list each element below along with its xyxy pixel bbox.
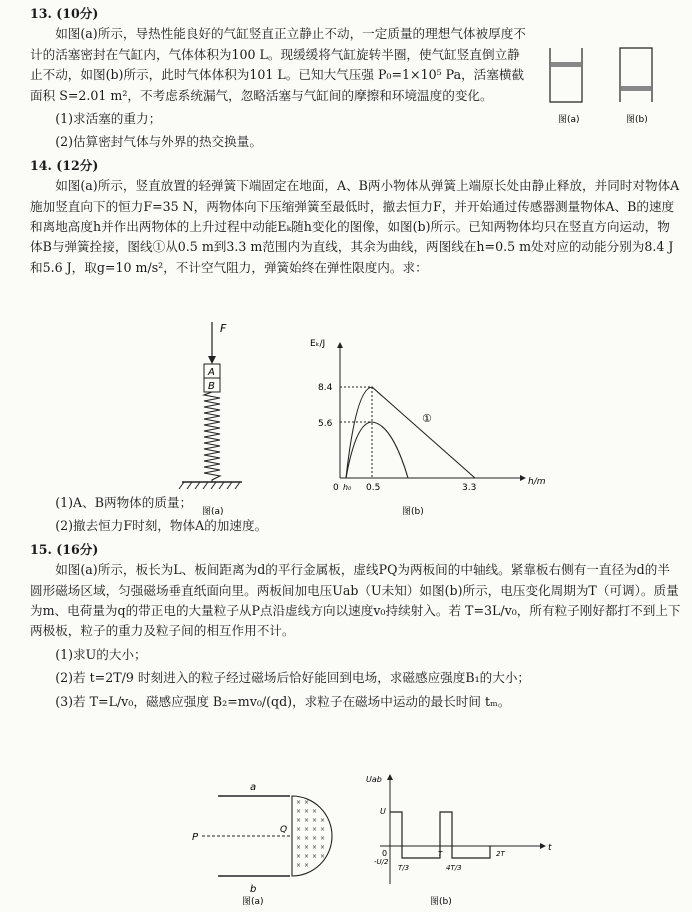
ut-tick-t3: T/3 <box>398 864 410 872</box>
field-crosses <box>296 799 325 869</box>
force-arrow-head <box>208 356 216 364</box>
point-p-label: P <box>192 832 199 843</box>
field-cross: × <box>296 835 302 842</box>
force-label: F <box>220 322 227 335</box>
field-cross: × <box>304 808 310 815</box>
q15-diagrams <box>190 772 560 906</box>
field-cross: × <box>304 817 310 824</box>
graph-origin: 0 <box>333 483 339 493</box>
ut-tick-4t3: 4T/3 <box>446 864 462 872</box>
block-b-label: B <box>208 381 215 392</box>
field-cross: × <box>304 853 310 860</box>
question-14-part-2: (2)撤去恒力F时刻，物体A的加速度。 <box>55 518 268 534</box>
field-cross: × <box>304 799 310 806</box>
field-cross: × <box>320 853 326 860</box>
ut-y-arrow <box>387 774 393 780</box>
field-cross: × <box>296 853 302 860</box>
q13-figures <box>540 40 680 138</box>
piston-a <box>551 62 581 67</box>
question-14-part-1: (1)A、B两物体的质量； <box>55 495 193 511</box>
field-cross: × <box>304 835 310 842</box>
field-cross: × <box>320 817 326 824</box>
field-cross: × <box>312 844 318 851</box>
field-cross: × <box>312 835 318 842</box>
q15-caption-a: 图(a) <box>242 897 264 906</box>
graph-x-arrow <box>520 475 526 481</box>
question-15-part-3: (3)若 T=L/v₀，磁感应强度 B₂=mv₀/(qd)，求粒子在磁场中运动的最长时间 tₘ。 <box>55 693 511 709</box>
plate-b-label: b <box>250 884 257 895</box>
field-cross: × <box>312 853 318 860</box>
question-14-body: 如图(a)所示，竖直放置的轻弹簧下端固定在地面，A、B两小物体从弹簧上端原长处由静止释放，并同时对物体A施加竖直向下的恒力F=35 N，两物体向下压缩弹簧至最低时，撤去恒力F，并开始通过传感器测量物体A、B的速度和离地高度h并作出两物体的上升过程中动能Eₖ随h变化的图像，如图(b)所示。已知两物体均只在竖直方向运动，物体B与弹簧拴接，图线①从0.5 m到3.3 m范围内为直线，其余为曲线，两图线在h=0.5 m处对应的动能分别为8.4 J和5.6 J，取g=10 m/s²，不计空气阻力，弹簧始终在弹性限度内。求： <box>30 178 680 275</box>
field-cross: × <box>312 826 318 833</box>
field-cross: × <box>312 817 318 824</box>
graph-curve-1-label: ① <box>422 412 432 425</box>
graph-curve-1 <box>346 387 475 478</box>
field-cross: × <box>296 799 302 806</box>
q15-caption-b: 图(b) <box>430 897 452 906</box>
q13-cylinder-diagrams <box>540 40 680 132</box>
field-cross: × <box>296 826 302 833</box>
question-15-part-1: (1)求U的大小； <box>55 646 147 662</box>
ut-x-arrow <box>540 843 546 849</box>
question-15-part-2: (2)若 t=2T/9 时刻进入的粒子经过磁场后恰好能回到电场，求磁感应强度B₁的大小； <box>55 670 531 686</box>
question-13-heading: 13. (10分) <box>30 6 99 21</box>
cylinder-a-body <box>550 48 582 102</box>
ut-x-label: t <box>548 843 552 853</box>
graph-tick-8-4: 8.4 <box>318 383 333 393</box>
field-cross: × <box>296 862 302 869</box>
field-cross: × <box>304 826 310 833</box>
spring <box>204 392 220 482</box>
field-cross: × <box>304 862 310 869</box>
question-13-body: 如图(a)所示，导热性能良好的气缸竖直正立静止不动，一定质量的理想气体被厚度不计的活塞密封在气缸内，气体体积为100 L。现缓缓将气缸旋转半圈，使气缸竖直倒立静止不动，如图(b)所示，此时气体体积为101 L。已知大气压强 P₀=1×10⁵ Pa，活塞横截面积 S=2.01 m²，不考虑系统漏气，忽略活塞与气缸间的摩擦和环境温度的变化。 <box>30 26 526 103</box>
point-q-label: Q <box>280 825 288 835</box>
field-cross: × <box>296 808 302 815</box>
graph-tick-3-3: 3.3 <box>462 483 477 493</box>
graph-curve-2 <box>346 422 408 478</box>
graph-tick-5-6: 5.6 <box>318 419 333 429</box>
field-cross: × <box>296 817 302 824</box>
ut-neg-u-label: -U/2 <box>374 858 389 866</box>
question-15 <box>30 540 682 712</box>
question-15-body: 如图(a)所示，板长为L、板间距离为d的平行金属板，虚线PQ为两板间的中轴线。紧靠板右侧有一直径为d的半圆形磁场区域，匀强磁场垂直纸面向里。两板间加电压Uab（U未知）如图(b)所示，电压变化周期为T（可调）。质量为m、电荷量为q的带正电的大量粒子从P点沿虚线方向以速度v₀持续射入。若 T=3L/v₀，所有粒子刚好都打不到上下两极板，粒子的重力及粒子间的相互作用不计。 <box>30 562 681 639</box>
q14-diagrams <box>160 318 560 523</box>
ut-u-label: U <box>380 807 386 816</box>
field-cross: × <box>320 826 326 833</box>
q13-caption-a: 图(a) <box>558 115 580 125</box>
q13-caption-b: 图(b) <box>626 115 648 125</box>
ut-tick-2t: 2T <box>496 850 505 858</box>
ut-y-label: Uab <box>366 775 382 784</box>
plate-a-label: a <box>250 782 257 793</box>
question-14-heading: 14. (12分) <box>30 157 99 173</box>
q14-caption-b: 图(b) <box>402 507 424 517</box>
question-13-part-1: (1)求活塞的重力； <box>55 110 162 126</box>
q14-caption-a: 图(a) <box>202 507 224 517</box>
question-13-part-2: (2)估算密封气体与外界的热交换量。 <box>55 134 262 150</box>
field-cross: × <box>320 835 326 842</box>
q14-figures <box>160 318 560 529</box>
question-15-heading: 15. (16分) <box>30 541 99 557</box>
block-a-label: A <box>208 367 215 378</box>
graph-y-label: Eₖ/J <box>310 339 326 349</box>
graph-tick-0-5: 0.5 <box>366 483 381 493</box>
piston-b <box>621 86 651 91</box>
ground-hatch <box>179 482 240 489</box>
field-cross: × <box>312 808 318 815</box>
graph-x-label: h/m <box>528 477 546 487</box>
q15-figures <box>190 772 560 912</box>
cylinder-b-body <box>620 48 652 102</box>
ut-zero: 0 <box>382 849 388 858</box>
graph-y-arrow <box>337 342 343 348</box>
field-cross: × <box>320 844 326 851</box>
ut-tick-t: T <box>438 850 443 858</box>
field-cross: × <box>296 844 302 851</box>
graph-h0-label: h₀ <box>343 483 352 492</box>
field-cross: × <box>304 844 310 851</box>
